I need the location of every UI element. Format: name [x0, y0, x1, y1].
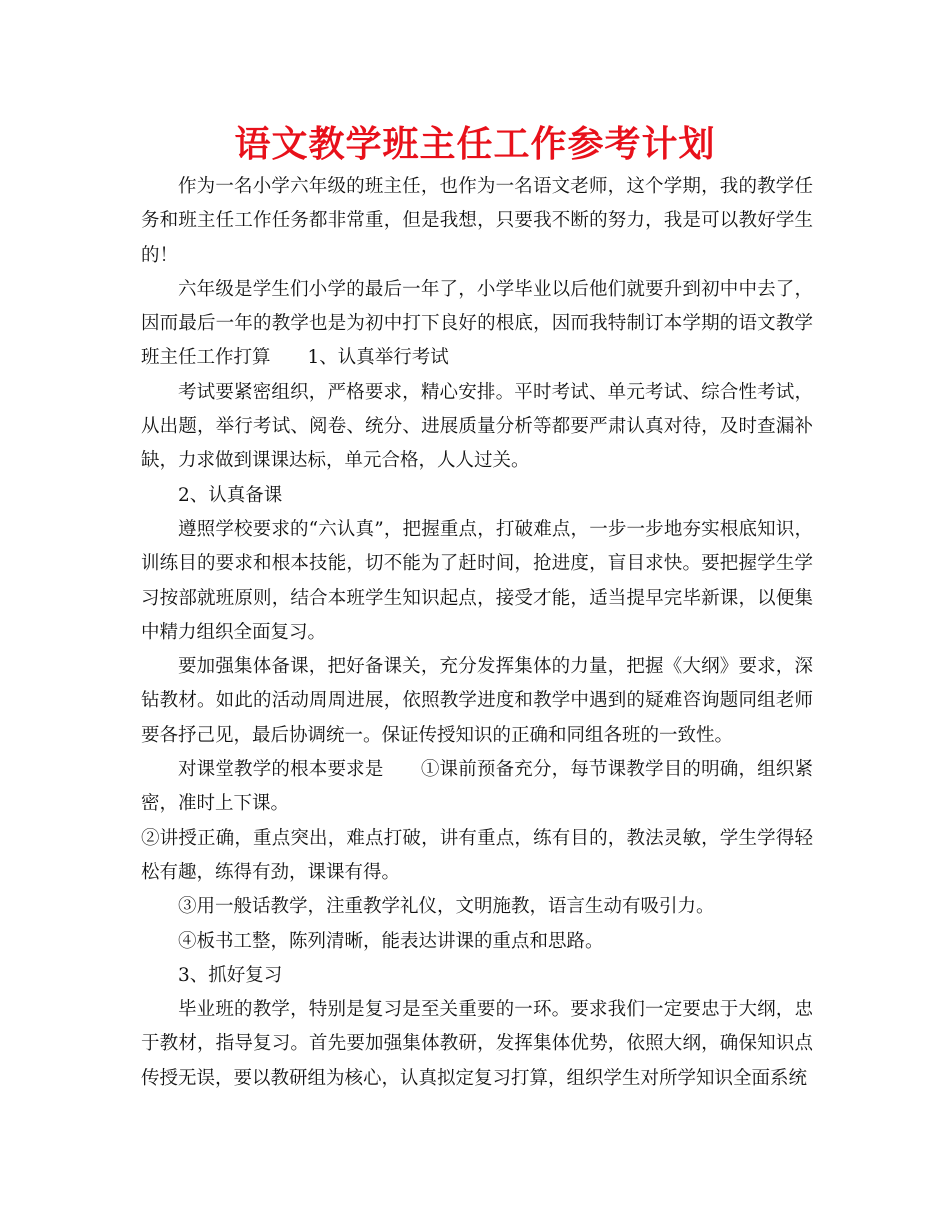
document-title: 语文教学班主任工作参考计划	[234, 124, 716, 165]
paragraph-collective-prep: 要加强集体备课，把好备课关，充分发挥集体的力量，把握《大纲》要求，深钻教材。如此的活动周周进展，依照教学进度和教学中遇到的疑难咨询题同组老师要各抒己见，最后协调统一。保证传授知识的正确和同组各班的一致性。	[141, 656, 813, 746]
paragraph-six-requirements: 遵照学校要求的“六认真”，把握重点，打破难点，一步一步地夯实根底知识，训练目的要求和根本技能，切不能为了赶时间，抢进度，盲目求快。要把握学生学习按部就班原则，结合本班学生知识起点，接受才能，适当提早完毕新课，以便集中精力组织全面复习。	[141, 518, 813, 643]
paragraph-review: 毕业班的教学，特别是复习是至关重要的一环。要求我们一定要忠于大纲，忠于教材，指导复习。首先要加强集体教研，发挥集体优势，依照大纲，确保知识点传授无误，要以教研组为核心，认真拟定复习打算，组织学生对所学知识全面系统	[141, 999, 813, 1089]
paragraph-requirement-4: ④板书工整，陈列清晰，能表达讲课的重点和思路。	[178, 930, 604, 952]
paragraph-classroom-requirements: 对课堂教学的根本要求是 ①课前预备充分，每节课教学目的明确，组织紧密，准时上下课。	[141, 759, 813, 815]
paragraph-intro: 作为一名小学六年级的班主任，也作为一名语文老师，这个学期，我的教学任务和班主任工作任务都非常重，但是我想，只要我不断的努力，我是可以教好学生的！	[141, 176, 813, 266]
section-heading-prepare-lessons: 2、认真备课	[178, 484, 283, 506]
section-heading-review: 3、抓好复习	[178, 964, 283, 986]
paragraph-requirement-2: ②讲授正确，重点突出，难点打破，讲有重点，练有目的，教法灵敏，学生学得轻松有趣，练得有劲，课课有得。	[141, 827, 813, 883]
document-body	[141, 170, 813, 1096]
paragraph-grade-six: 六年级是学生们小学的最后一年了，小学毕业以后他们就要升到初中中去了，因而最后一年的教学也是为初中打下良好的根底，因而我特制订本学期的语文教学班主任工作打算 1、认真举行考试	[141, 278, 813, 369]
paragraph-requirement-3: ③用一般话教学，注重教学礼仪，文明施教，语言生动有吸引力。	[178, 896, 715, 918]
paragraph-exams: 考试要紧密组织，严格要求，精心安排。平时考试、单元考试、综合性考试，从出题，举行考试、阅卷、统分、进展质量分析等都要严肃认真对待，及时查漏补缺，力求做到课课达标，单元合格，人人过关。	[141, 381, 813, 472]
